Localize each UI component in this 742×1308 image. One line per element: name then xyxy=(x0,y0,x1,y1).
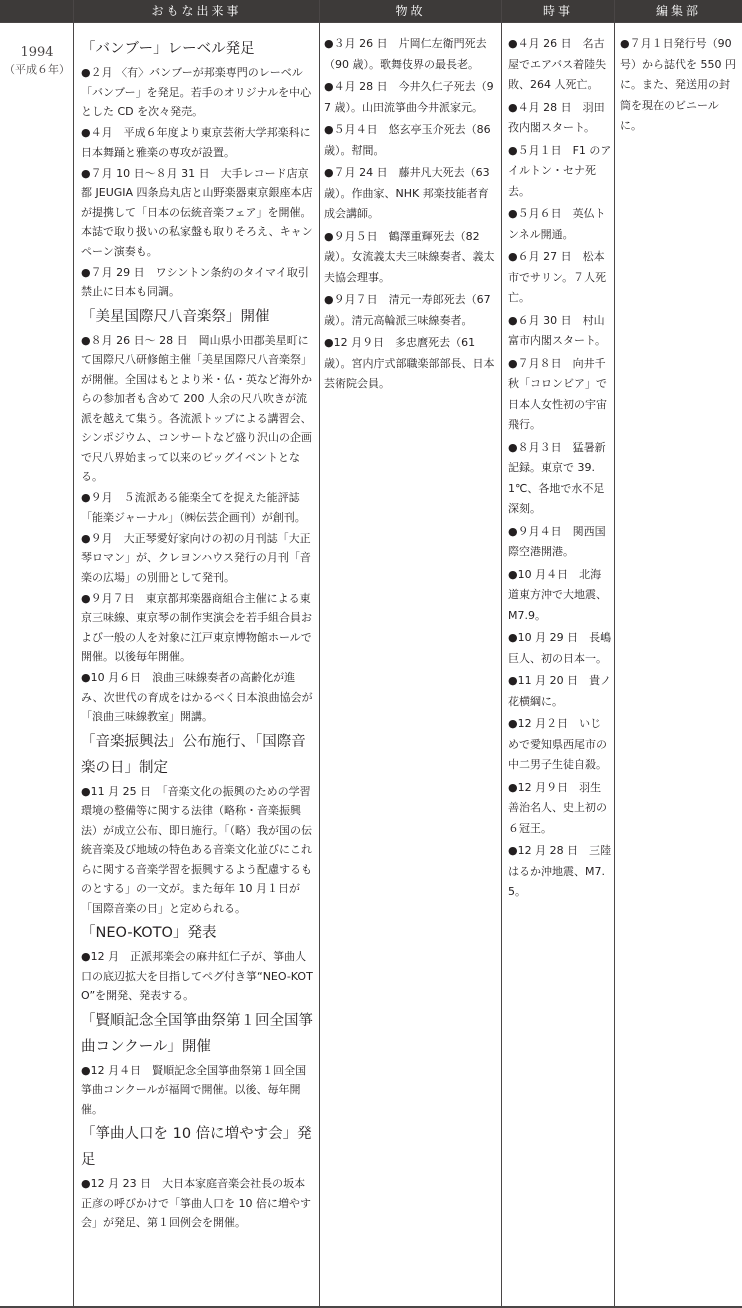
column-divider xyxy=(73,0,74,1308)
event-entry: ●12 月 正派邦楽会の麻井紅仁子が、箏曲人口の底辺拡大を目指してペグ付き箏“NEO-KOTO”を開発、発表する。 xyxy=(81,950,313,1002)
current-event-entry: ●12 月 28 日 三陸はるか沖地震、M7.5。 xyxy=(508,844,612,898)
editorial-column xyxy=(620,34,736,139)
event-heading: 「賢順記念全国箏曲祭第１回全国箏曲コンクール」開催 xyxy=(81,1012,313,1055)
event-entry: ●７月 10 日～８月 31 日 大手レコード店京都 JEUGIA 四条烏丸店と山野楽器東京銀座本店が提携して「日本の伝統音楽フェア」を開催。本誌で取り扱いの私家盤も取りそろえ、キャンペーン演奏も。 xyxy=(81,166,313,258)
event-entry: ●８月 26 日～ 28 日 岡山県小田郡美星町にて国際尺八研修館主催「美星国際尺八音楽祭」が開催。全国はもとより米・仏・英など海外からの参加者も含めて 200 人余の尺八吹きが流派を越えて集う。各流派トップによる講習会、シンポジウム、コンサートなど盛り沢山の企画で尺八界始まって以来のビッグイベントとなる。 xyxy=(81,333,312,483)
current-event-entry: ●４月 28 日 羽田孜内閣スタート。 xyxy=(508,100,605,134)
event-entry: ●４月 平成６年度より東京芸術大学邦楽科に日本舞踊と雅楽の専攻が設置。 xyxy=(81,126,311,159)
event-entry: ●10 月６日 浪曲三味線奏者の高齢化が進み、次世代の育成をはかるべく日本浪曲協会が「浪曲三味線教室」開講。 xyxy=(81,671,313,723)
event-heading: 「音楽振興法」公布施行、「国際音楽の日」制定 xyxy=(81,733,306,776)
header-obituaries: 物故 xyxy=(395,4,426,18)
obituary-entry: ●４月 28 日 今井久仁子死去（97 歳）。山田流箏曲今井派家元。 xyxy=(324,80,494,114)
current-event-entry: ●９月４日 関西国際空港開港。 xyxy=(508,524,606,558)
obituary-entry: ●12 月９日 多忠麿死去（61 歳）。宮内庁式部職楽部部長、日本芸術院会員。 xyxy=(324,336,495,390)
header-editorial: 編集部 xyxy=(655,4,701,18)
event-entry: ●２月 〈有〉バンブーが邦楽専門のレーベル「バンブー」を発足。若手のオリジナルを中心とした CD を次々発売。 xyxy=(81,66,312,118)
header-rule xyxy=(0,22,742,23)
event-entry: ●９月７日 東京都邦楽器商組合主催による東京三味線、東京琴の制作実演会を若手組合員および一般の人を対象に江戸東京博物館ホールで開催。以後毎年開催。 xyxy=(81,591,312,663)
event-entry: ●11 月 25 日 「音楽文化の振興のための学習環境の整備等に関する法律（略称・音楽振興法）が成立公布、即日施行。「（略）我が国の伝統音楽及び地域の特色ある音楽文化並びにこれらに関する音楽学習を振興するよう配慮するものとする」の一文が。また毎年 10 月１日が「国際音楽の日」と定められる。 xyxy=(81,784,312,915)
obituary-entry: ●９月７日 清元一寿郎死去（67 歳）。清元高輪派三味線奏者。 xyxy=(324,293,491,327)
header-current-events: 時事 xyxy=(542,4,573,18)
year-label xyxy=(2,44,72,78)
event-heading: 「バンブー」レーベル発足 xyxy=(81,41,255,57)
current-event-entry: ●５月１日 F1 のアイルトン・セナ死去。 xyxy=(508,143,612,198)
obituary-entry: ●５月４日 悠玄亭玉介死去（86 歳）。幇間。 xyxy=(324,123,491,157)
event-entry: ●12 月４日 賢順記念全国箏曲祭第１回全国箏曲コンクールが福岡で開催。以後、毎年開催。 xyxy=(81,1063,307,1116)
event-heading: 「美星国際尺八音楽祭」開催 xyxy=(81,308,270,325)
events-column xyxy=(81,34,313,1234)
obituary-entry: ●７月 24 日 藤井凡大死去（63 歳）。作曲家、NHK 邦楽技能者育成会講師。 xyxy=(324,166,490,220)
editorial-entry: ●７月１日発行号（90 号）から誌代を 550 円に。また、発送用の封筒を現在のビニールに。 xyxy=(620,37,736,132)
obituaries-column xyxy=(324,34,496,397)
event-entry: ●９月 ５流派ある能楽全てを捉えた能評誌「能楽ジャーナル」（㈱伝芸企画刊）が創刊。 xyxy=(81,491,306,524)
column-divider xyxy=(319,0,320,1308)
current-event-entry: ●７月８日 向井千秋「コロンビア」で日本人女性初の宇宙飛行。 xyxy=(508,356,607,431)
current-event-entry: ●４月 26 日 名古屋でエアバス着陸失敗、264 人死亡。 xyxy=(508,37,607,91)
current-event-entry: ●６月 27 日 松本市でサリン。７人死亡。 xyxy=(508,250,607,304)
event-entry: ●９月 大正琴愛好家向けの初の月刊誌「大正琴ロマン」が、クレヨンハウス発行の月刊「音楽の広場」の別冊として発刊。 xyxy=(81,531,311,584)
current-events-column xyxy=(508,34,612,905)
column-divider xyxy=(614,0,615,1308)
current-event-entry: ●12 月２日 いじめで愛知県西尾市の中二男子生徒自殺。 xyxy=(508,717,607,771)
header-events: おもな出来事 xyxy=(151,4,242,18)
obituary-entry: ●９月５日 鶴澤重輝死去（82 歳）。女流義太夫三味線奏者、義太夫協会理事。 xyxy=(324,229,495,284)
table-header xyxy=(0,0,742,22)
current-event-entry: ●11 月 20 日 貴ノ花横綱に。 xyxy=(508,674,612,708)
column-divider xyxy=(501,0,502,1308)
current-event-entry: ●10 月４日 北海道東方沖で大地震、M7.9。 xyxy=(508,567,607,622)
current-event-entry: ●８月３日 猛暑新記録。東京で 39.1℃、各地で水不足深刻。 xyxy=(508,440,606,515)
event-entry: ●７月 29 日 ワシントン条約のタイマイ取引禁止に日本も同調。 xyxy=(81,265,309,298)
year-western: 1994 xyxy=(20,45,54,60)
current-event-entry: ●５月６日 英仏トンネル開通。 xyxy=(508,207,606,241)
current-event-entry: ●６月 30 日 村山富市内閣スタート。 xyxy=(508,313,607,347)
obituary-entry: ●３月 26 日 片岡仁左衛門死去（90 歳）。歌舞伎界の最長老。 xyxy=(324,37,487,71)
event-heading: 「NEO-KOTO」発表 xyxy=(81,925,217,941)
current-event-entry: ●10 月 29 日 長嶋巨人、初の日本一。 xyxy=(508,631,612,665)
year-japanese: （平成６年） xyxy=(4,63,70,76)
event-heading: 「箏曲人口を 10 倍に増やす会」発足 xyxy=(81,1126,312,1168)
event-entry: ●12 月 23 日 大日本家庭音楽会社長の坂本正彦の呼びかけで「箏曲人口を 10 倍に増やす会」が発足、第１回例会を開催。 xyxy=(81,1177,311,1229)
current-event-entry: ●12 月９日 羽生善治名人、史上初の６冠王。 xyxy=(508,780,607,835)
